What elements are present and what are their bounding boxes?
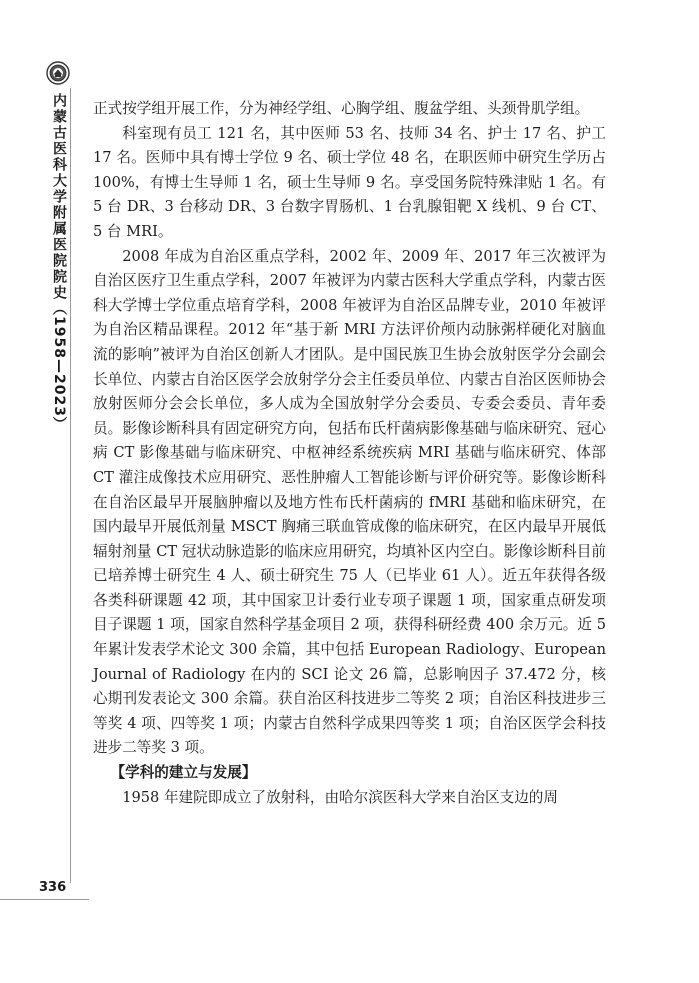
page-number: 336 bbox=[39, 880, 67, 895]
sidebar-divider bbox=[70, 88, 71, 883]
book-years: （1958—2023） bbox=[51, 301, 67, 432]
page-number-rule bbox=[0, 899, 89, 900]
running-book-title bbox=[49, 93, 69, 432]
paragraph-achievements: 2008 年成为自治区重点学科，2002 年、2009 年、2017 年三次被评为自治区医疗卫生重点学科，2007 年被评为内蒙古医科大学重点学科，内蒙古医科大学博士学位重点培育学科，2008 年被评为自治区品牌专业，2010 年被评为自治区精品课程。2012 年“基于新 MRI 方法评价颅内动脉粥样硬化对脑血流的影响”被评为自治区创新人才团队。是中国民族卫生协会放射医学分会副会长单位、内蒙古自治区医学会放射学分会主任委员单位、内蒙古自治区医师协会放射医师分会会长单位，多人成为全国放射学分会委员、专委会委员、青年委员。影像诊断科具有固定研究方向，包括布氏杆菌病影像基础与临床研究、冠心病 CT 影像基础与临床研究、中枢神经系统疾病 MRI 基础与临床研究、体部 CT 灌注成像技术应用研究、恶性肿瘤人工智能诊断与评价研究等。影像诊断科在自治区最早开展脑肿瘤以及地方性布氏杆菌病的 fMRI 基础和临床研究，在国内最早开展低剂量 MSCT 胸痛三联血管成像的临床研究，在区内最早开展低辐射剂量 CT 冠状动脉造影的临床应用研究，均填补区内空白。影像诊断科目前已培养博士研究生 4 人、硕士研究生 75 人（已毕业 61 人）。近五年获得各级各类科研课题 42 项，其中国家卫计委行业专项子课题 1 项，国家重点研发项目子课题 1 项，国家自然科学基金项目 2 项，获得科研经费 400 余万元。近 5 年累计发表学术论文 300 余篇，其中包括 European Radiology、European Journal of Radiology 在内的 SCI 论文 26 篇，总影响因子 37.472 分，核心期刊发表论文 300 余篇。获自治区科技进步二等奖 2 项；自治区科技进步三等奖 4 项、四等奖 1 项；内蒙古自然科学成果四等奖 1 项；自治区医学会科技进步二等奖 3 项。 bbox=[93, 247, 606, 757]
paragraph-history: 1958 年建院即成立了放射科，由哈尔滨医科大学来自治区支边的周 bbox=[122, 788, 559, 806]
section-heading: 【学科的建立与发展】 bbox=[110, 764, 257, 782]
paragraph-staff: 科室现有员工 121 名，其中医师 53 名、技师 34 名、护士 17 名、护工 17 名。医师中具有博士学位 9 名、硕士学位 48 名，在职医师中研究生学历占 100%，有博士生导师 1 名，硕士生导师 9 名。享受国务院特殊津贴 1 名。有 5 台 DR、3 台移动 DR、3 台数字胃肠机、1 台乳腺钼靶 X 线机、9 台 CT、5 台 MRI。 bbox=[93, 124, 606, 240]
book-title: 内蒙古医科大学附属医院院史 bbox=[51, 93, 67, 301]
paragraph-continued: 正式按学组开展工作，分为神经学组、心胸学组、腹盆学组、头颈骨肌学组。 bbox=[93, 100, 590, 117]
main-text bbox=[93, 97, 606, 810]
university-seal-icon bbox=[46, 61, 70, 85]
